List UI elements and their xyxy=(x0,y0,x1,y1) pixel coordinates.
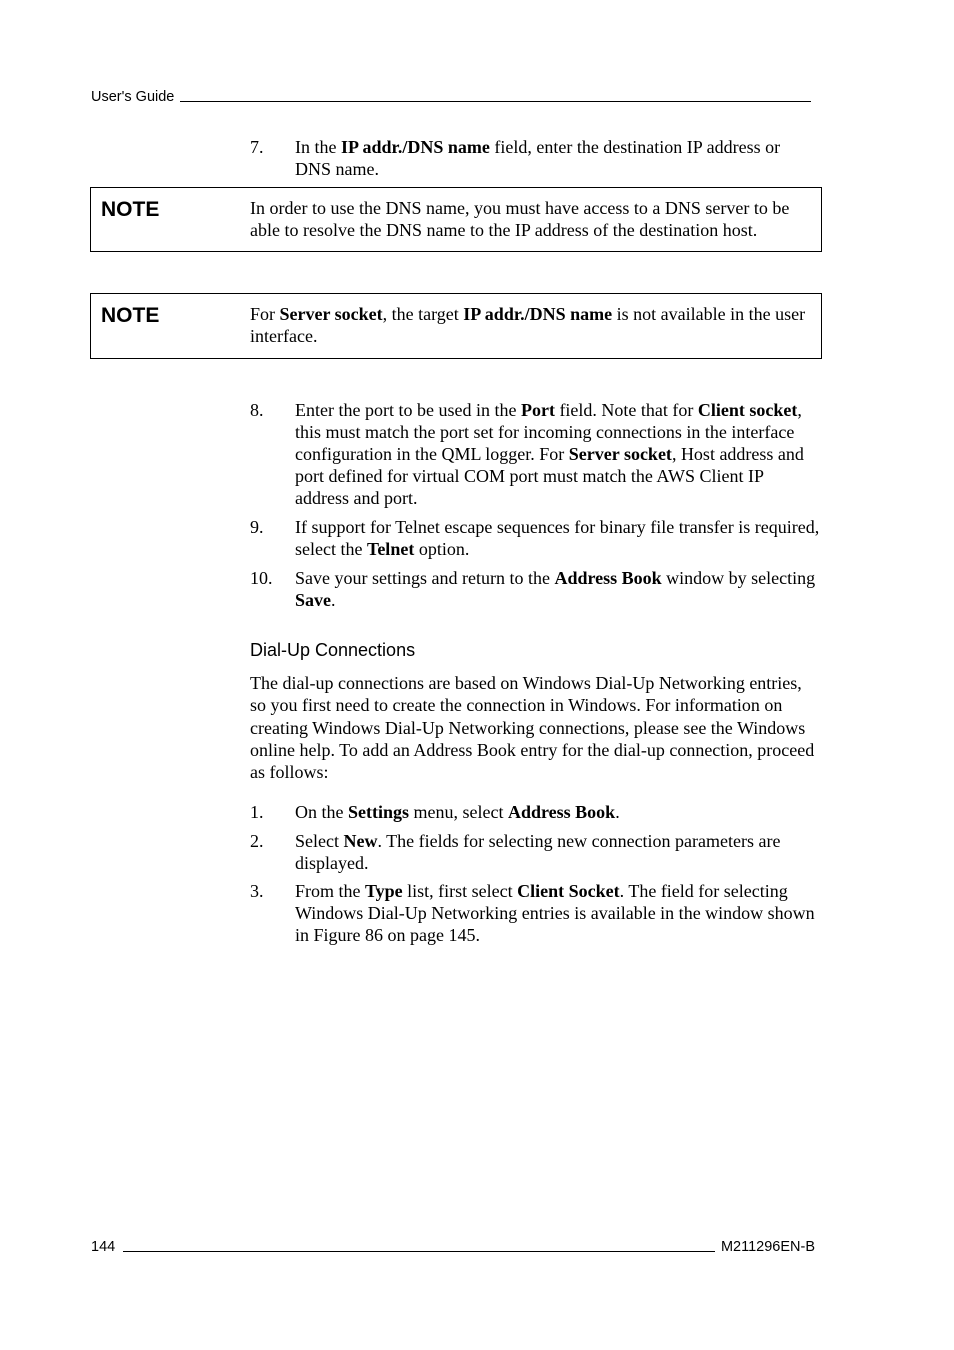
step-number: 9. xyxy=(250,517,264,537)
bold-term: Address Book xyxy=(507,802,616,822)
text-run: . The fields for selecting new connection parameters are displayed. xyxy=(295,831,781,873)
text-run: is not available in the user interface. xyxy=(250,304,806,346)
header-title: User's Guide xyxy=(91,89,175,105)
note-box-dns xyxy=(90,187,822,252)
bold-term: Client socket xyxy=(697,400,798,420)
step-text xyxy=(295,830,820,874)
bold-term: IP addr./DNS name xyxy=(340,137,490,157)
text-run: window by selecting xyxy=(661,568,816,588)
step-number: 10. xyxy=(250,568,273,588)
note-box-server-socket xyxy=(90,293,822,359)
bold-term: IP addr./DNS name xyxy=(463,304,613,324)
bold-term: Save xyxy=(295,590,331,610)
step-text xyxy=(295,516,820,560)
step-7 xyxy=(250,136,820,180)
text-run: If support for Telnet escape sequences for binary file transfer is required, select the xyxy=(295,517,820,559)
text-run: . The field for selecting Windows Dial-Up Networking entries is available in the window shown in Figure 86 on page 145. xyxy=(295,881,815,945)
dialup-step-3 xyxy=(250,880,820,946)
step-number: 3. xyxy=(250,881,264,901)
text-run: list, first select xyxy=(402,881,518,901)
text-run: option. xyxy=(414,539,470,559)
step-number: 8. xyxy=(250,400,264,420)
text-run: field. Note that for xyxy=(554,400,698,420)
step-10 xyxy=(250,567,820,611)
bold-term: Telnet xyxy=(366,539,415,559)
step-number: 1. xyxy=(250,802,264,822)
bold-term: Server socket xyxy=(568,444,672,464)
text-run: In the xyxy=(295,137,341,157)
bold-term: Server socket xyxy=(279,304,383,324)
step-8 xyxy=(250,399,820,509)
bold-term: Settings xyxy=(348,802,410,822)
note-label: NOTE xyxy=(101,304,160,327)
bold-term: Address Book xyxy=(554,568,662,588)
step-text xyxy=(295,801,820,823)
dialup-step-2 xyxy=(250,830,820,874)
text-run: From the xyxy=(295,881,365,901)
page-header xyxy=(91,89,815,105)
step-9 xyxy=(250,516,820,560)
page-footer xyxy=(91,1239,815,1255)
dialup-step-1 xyxy=(250,801,820,823)
step-number: 2. xyxy=(250,831,264,851)
text-run: . xyxy=(331,590,336,610)
page-number: 144 xyxy=(91,1239,116,1255)
step-number: 7. xyxy=(250,137,264,157)
note-text: In order to use the DNS name, you must have access to a DNS server to be able to resolve the DNS name to the IP address of the destination host. xyxy=(250,198,790,240)
bold-term: Port xyxy=(520,400,555,420)
header-rule xyxy=(180,101,811,102)
step-text xyxy=(295,136,820,180)
footer-rule xyxy=(123,1251,715,1252)
section-paragraph: The dial-up connections are based on Windows Dial-Up Networking entries, so you first need to create the connection in Windows. For information on creating Windows Dial-Up Networking connections, please see the Windows online help. To add an Address Book entry for the dial-up connection, proceed as follows: xyxy=(250,673,815,783)
text-run: field, enter the destination IP address or DNS name. xyxy=(295,137,781,179)
note-label: NOTE xyxy=(101,198,160,221)
step-text xyxy=(295,880,820,946)
text-run: Save your settings and return to the xyxy=(295,568,555,588)
section-heading: Dial-Up Connections xyxy=(250,640,416,660)
note-text xyxy=(250,303,820,347)
text-run: Select xyxy=(295,831,344,851)
text-run: menu, select xyxy=(409,802,508,822)
bold-term: Type xyxy=(365,881,403,901)
text-run: For xyxy=(250,304,280,324)
text-run: , Host address and port defined for virtual COM port must match the AWS Client IP address and port. xyxy=(295,444,804,508)
text-run: . xyxy=(615,802,620,822)
text-run: On the xyxy=(295,802,348,822)
step-text xyxy=(295,567,820,611)
bold-term: New xyxy=(343,831,378,851)
bold-term: Client Socket xyxy=(517,881,620,901)
document-code: M211296EN-B xyxy=(720,1239,815,1255)
text-run: , the target xyxy=(382,304,464,324)
text-run: , this must match the port set for incoming connections in the interface configuration in the QML logger. For xyxy=(295,400,802,464)
step-text xyxy=(295,399,820,509)
text-run: Enter the port to be used in the xyxy=(295,400,521,420)
